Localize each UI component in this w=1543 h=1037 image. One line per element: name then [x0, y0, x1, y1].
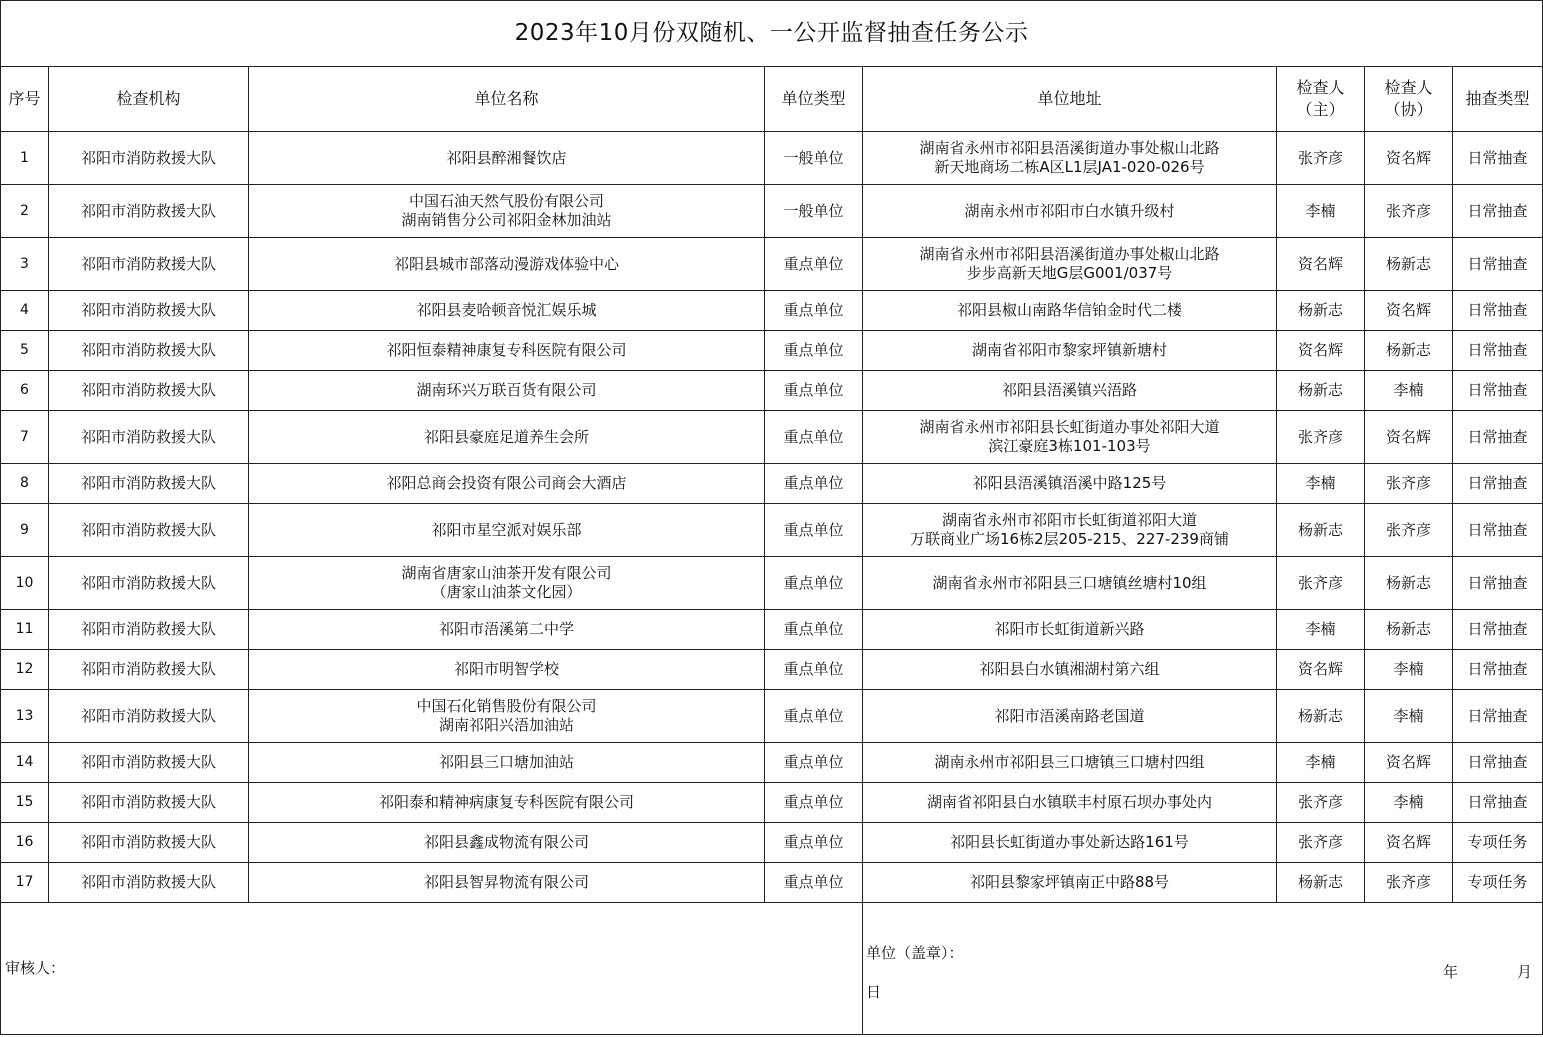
table-row [1, 743, 1543, 783]
unit-stamp-cell [863, 903, 1543, 1035]
table-row [1, 610, 1543, 650]
cell-inspector-main: 资名辉 [1277, 331, 1365, 371]
cell-inspector-main: 李楠 [1277, 743, 1365, 783]
cell-unit-type: 重点单位 [765, 331, 863, 371]
cell-address: 湖南永州市祁阳县三口塘镇三口塘村四组 [863, 743, 1277, 783]
cell-index: 12 [1, 650, 49, 690]
table-row [1, 650, 1543, 690]
cell-unit-type: 重点单位 [765, 690, 863, 743]
cell-inspector-assist: 资名辉 [1365, 823, 1453, 863]
cell-check-type: 日常抽查 [1453, 238, 1543, 291]
reviewer-cell [1, 903, 863, 1035]
cell-inspector-main: 杨新志 [1277, 504, 1365, 557]
footer-row [1, 903, 1543, 1035]
cell-index: 5 [1, 331, 49, 371]
cell-index: 8 [1, 464, 49, 504]
cell-check-type: 专项任务 [1453, 823, 1543, 863]
cell-unit-type: 重点单位 [765, 863, 863, 903]
cell-address: 湖南永州市祁阳市白水镇升级村 [863, 185, 1277, 238]
cell-unit-type: 重点单位 [765, 464, 863, 504]
cell-agency: 祁阳市消防救援大队 [49, 291, 249, 331]
cell-inspector-main: 张齐彦 [1277, 823, 1365, 863]
cell-inspector-main: 资名辉 [1277, 650, 1365, 690]
cell-address: 祁阳县长虹街道办事处新达路161号 [863, 823, 1277, 863]
cell-address: 湖南省祁阳市黎家坪镇新塘村 [863, 331, 1277, 371]
cell-inspector-assist: 张齐彦 [1365, 504, 1453, 557]
cell-index: 16 [1, 823, 49, 863]
cell-agency: 祁阳市消防救援大队 [49, 557, 249, 610]
table-row [1, 132, 1543, 185]
header-address: 单位地址 [863, 67, 1277, 132]
cell-inspector-assist: 张齐彦 [1365, 185, 1453, 238]
cell-unit-name: 祁阳县鑫成物流有限公司 [249, 823, 765, 863]
cell-unit-name: 祁阳市星空派对娱乐部 [249, 504, 765, 557]
cell-address: 湖南省永州市祁阳县浯溪街道办事处椒山北路 新天地商场二栋A区L1层JA1-020-026号 [863, 132, 1277, 185]
cell-inspector-main: 资名辉 [1277, 238, 1365, 291]
table-row [1, 783, 1543, 823]
table-row [1, 411, 1543, 464]
cell-index: 1 [1, 132, 49, 185]
cell-inspector-assist: 杨新志 [1365, 331, 1453, 371]
cell-agency: 祁阳市消防救援大队 [49, 783, 249, 823]
cell-unit-type: 重点单位 [765, 411, 863, 464]
table-row [1, 238, 1543, 291]
cell-index: 4 [1, 291, 49, 331]
cell-inspector-main: 张齐彦 [1277, 132, 1365, 185]
cell-unit-type: 重点单位 [765, 610, 863, 650]
cell-unit-name: 祁阳市明智学校 [249, 650, 765, 690]
cell-check-type: 日常抽查 [1453, 291, 1543, 331]
cell-address: 祁阳县黎家坪镇南正中路88号 [863, 863, 1277, 903]
unit-stamp-label: 单位（盖章）： [866, 944, 964, 962]
cell-index: 13 [1, 690, 49, 743]
document-title: 2023年10月份双随机、一公开监督抽查任务公示 [1, 1, 1543, 67]
cell-index: 17 [1, 863, 49, 903]
cell-unit-name: 湖南省唐家山油茶开发有限公司 （唐家山油茶文化园） [249, 557, 765, 610]
cell-agency: 祁阳市消防救援大队 [49, 610, 249, 650]
cell-unit-type: 重点单位 [765, 823, 863, 863]
header-agency: 检查机构 [49, 67, 249, 132]
table-row [1, 504, 1543, 557]
cell-unit-name: 祁阳总商会投资有限公司商会大酒店 [249, 464, 765, 504]
cell-unit-name: 祁阳恒泰精神康复专科医院有限公司 [249, 331, 765, 371]
month-label: 月 [1517, 963, 1533, 981]
cell-inspector-assist: 资名辉 [1365, 411, 1453, 464]
cell-inspector-assist: 资名辉 [1365, 743, 1453, 783]
cell-check-type: 日常抽查 [1453, 371, 1543, 411]
header-unit-type: 单位类型 [765, 67, 863, 132]
cell-check-type: 日常抽查 [1453, 331, 1543, 371]
cell-inspector-main: 张齐彦 [1277, 411, 1365, 464]
table-row [1, 863, 1543, 903]
cell-inspector-assist: 杨新志 [1365, 238, 1453, 291]
cell-check-type: 日常抽查 [1453, 464, 1543, 504]
table-row [1, 371, 1543, 411]
cell-inspector-assist: 张齐彦 [1365, 464, 1453, 504]
cell-unit-type: 一般单位 [765, 185, 863, 238]
cell-address: 祁阳县浯溪镇浯溪中路125号 [863, 464, 1277, 504]
cell-unit-name: 中国石化销售股份有限公司 湖南祁阳兴浯加油站 [249, 690, 765, 743]
cell-index: 14 [1, 743, 49, 783]
cell-inspector-assist: 李楠 [1365, 371, 1453, 411]
cell-address: 祁阳县椒山南路华信铂金时代二楼 [863, 291, 1277, 331]
cell-inspector-assist: 杨新志 [1365, 610, 1453, 650]
cell-check-type: 日常抽查 [1453, 610, 1543, 650]
cell-unit-type: 重点单位 [765, 650, 863, 690]
cell-address: 祁阳市长虹街道新兴路 [863, 610, 1277, 650]
cell-check-type: 日常抽查 [1453, 557, 1543, 610]
cell-check-type: 日常抽查 [1453, 504, 1543, 557]
cell-unit-name: 湖南环兴万联百货有限公司 [249, 371, 765, 411]
table-row [1, 823, 1543, 863]
cell-address: 祁阳县浯溪镇兴浯路 [863, 371, 1277, 411]
cell-index: 2 [1, 185, 49, 238]
cell-agency: 祁阳市消防救援大队 [49, 504, 249, 557]
cell-inspector-assist: 李楠 [1365, 690, 1453, 743]
header-unit-name: 单位名称 [249, 67, 765, 132]
header-inspector-main: 检查人 （主） [1277, 67, 1365, 132]
cell-check-type: 专项任务 [1453, 863, 1543, 903]
table-row [1, 331, 1543, 371]
cell-inspector-assist: 李楠 [1365, 650, 1453, 690]
table-row [1, 690, 1543, 743]
cell-address: 湖南省永州市祁阳县三口塘镇丝塘村10组 [863, 557, 1277, 610]
cell-agency: 祁阳市消防救援大队 [49, 823, 249, 863]
cell-address: 湖南省永州市祁阳市长虹街道祁阳大道 万联商业广场16栋2层205-215、227-239商铺 [863, 504, 1277, 557]
cell-address: 湖南省永州市祁阳县浯溪街道办事处椒山北路 步步高新天地G层G001/037号 [863, 238, 1277, 291]
table-row [1, 291, 1543, 331]
cell-index: 15 [1, 783, 49, 823]
cell-unit-name: 中国石油天然气股份有限公司 湖南销售分公司祁阳金林加油站 [249, 185, 765, 238]
table-row [1, 185, 1543, 238]
cell-inspector-main: 杨新志 [1277, 291, 1365, 331]
cell-unit-type: 重点单位 [765, 743, 863, 783]
cell-unit-name: 祁阳县豪庭足道养生会所 [249, 411, 765, 464]
cell-unit-name: 祁阳县麦哈顿音悦汇娱乐城 [249, 291, 765, 331]
cell-inspector-main: 张齐彦 [1277, 783, 1365, 823]
cell-unit-name: 祁阳市浯溪第二中学 [249, 610, 765, 650]
cell-inspector-main: 李楠 [1277, 610, 1365, 650]
header-index: 序号 [1, 67, 49, 132]
cell-agency: 祁阳市消防救援大队 [49, 863, 249, 903]
cell-index: 9 [1, 504, 49, 557]
cell-index: 10 [1, 557, 49, 610]
cell-unit-name: 祁阳县城市部落动漫游戏体验中心 [249, 238, 765, 291]
cell-agency: 祁阳市消防救援大队 [49, 690, 249, 743]
cell-address: 祁阳市浯溪南路老国道 [863, 690, 1277, 743]
cell-agency: 祁阳市消防救援大队 [49, 238, 249, 291]
cell-agency: 祁阳市消防救援大队 [49, 464, 249, 504]
cell-unit-type: 重点单位 [765, 557, 863, 610]
header-check-type: 抽查类型 [1453, 67, 1543, 132]
cell-agency: 祁阳市消防救援大队 [49, 650, 249, 690]
cell-agency: 祁阳市消防救援大队 [49, 331, 249, 371]
day-label: 日 [866, 983, 882, 1001]
cell-inspector-main: 杨新志 [1277, 863, 1365, 903]
table-row [1, 464, 1543, 504]
cell-inspector-assist: 杨新志 [1365, 557, 1453, 610]
cell-check-type: 日常抽查 [1453, 411, 1543, 464]
cell-agency: 祁阳市消防救援大队 [49, 743, 249, 783]
cell-address: 湖南省祁阳县白水镇联丰村原石坝办事处内 [863, 783, 1277, 823]
year-label: 年 [1443, 963, 1459, 981]
cell-agency: 祁阳市消防救援大队 [49, 371, 249, 411]
cell-inspector-assist: 资名辉 [1365, 291, 1453, 331]
cell-unit-type: 一般单位 [765, 132, 863, 185]
cell-check-type: 日常抽查 [1453, 743, 1543, 783]
cell-address: 祁阳县白水镇湘湖村第六组 [863, 650, 1277, 690]
cell-check-type: 日常抽查 [1453, 783, 1543, 823]
header-inspector-assist: 检查人 （协） [1365, 67, 1453, 132]
header-row [1, 67, 1543, 132]
cell-address: 湖南省永州市祁阳县长虹街道办事处祁阳大道 滨江豪庭3栋101-103号 [863, 411, 1277, 464]
cell-unit-name: 祁阳泰和精神病康复专科医院有限公司 [249, 783, 765, 823]
cell-unit-type: 重点单位 [765, 783, 863, 823]
cell-index: 6 [1, 371, 49, 411]
cell-agency: 祁阳市消防救援大队 [49, 411, 249, 464]
cell-index: 7 [1, 411, 49, 464]
cell-unit-type: 重点单位 [765, 504, 863, 557]
reviewer-label: 审核人： [5, 959, 66, 977]
cell-agency: 祁阳市消防救援大队 [49, 132, 249, 185]
cell-unit-type: 重点单位 [765, 371, 863, 411]
cell-inspector-main: 李楠 [1277, 185, 1365, 238]
cell-check-type: 日常抽查 [1453, 690, 1543, 743]
cell-inspector-main: 杨新志 [1277, 371, 1365, 411]
cell-index: 11 [1, 610, 49, 650]
cell-check-type: 日常抽查 [1453, 650, 1543, 690]
table-row [1, 557, 1543, 610]
cell-unit-name: 祁阳县三口塘加油站 [249, 743, 765, 783]
cell-check-type: 日常抽查 [1453, 132, 1543, 185]
cell-unit-type: 重点单位 [765, 238, 863, 291]
cell-inspector-assist: 张齐彦 [1365, 863, 1453, 903]
cell-inspector-assist: 资名辉 [1365, 132, 1453, 185]
cell-inspector-main: 李楠 [1277, 464, 1365, 504]
cell-unit-type: 重点单位 [765, 291, 863, 331]
cell-inspector-main: 杨新志 [1277, 690, 1365, 743]
cell-inspector-assist: 李楠 [1365, 783, 1453, 823]
cell-inspector-main: 张齐彦 [1277, 557, 1365, 610]
cell-agency: 祁阳市消防救援大队 [49, 185, 249, 238]
cell-unit-name: 祁阳县智昇物流有限公司 [249, 863, 765, 903]
cell-check-type: 日常抽查 [1453, 185, 1543, 238]
cell-unit-name: 祁阳县醉湘餐饮店 [249, 132, 765, 185]
cell-index: 3 [1, 238, 49, 291]
